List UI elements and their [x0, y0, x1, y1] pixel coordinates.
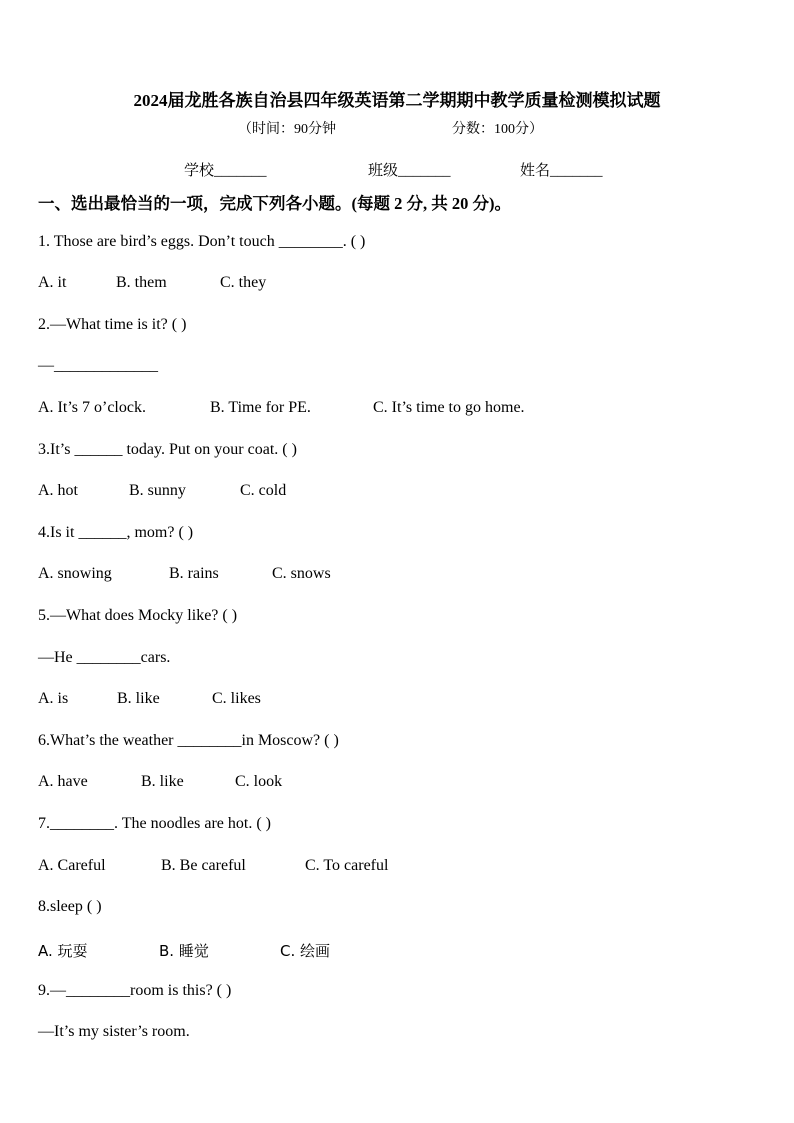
page-title: 2024届龙胜各族自治县四年级英语第二学期期中教学质量检测模拟试题: [133, 91, 661, 110]
question-5-answer-line: —He ________cars.: [38, 649, 171, 666]
question-2-stem: 2.—What time is it? ( ): [38, 316, 187, 333]
option-b: B. them: [116, 274, 167, 291]
option-b: B. like: [141, 773, 184, 790]
question-1-stem: 1. Those are bird’s eggs. Don’t touch ________. ( ): [38, 233, 366, 250]
option-c: C. 绘画: [280, 942, 331, 960]
name-field: 姓名_______: [520, 163, 603, 179]
option-b: B. 睡觉: [159, 942, 209, 960]
question-5-stem: 5.—What does Mocky like? ( ): [38, 607, 238, 624]
question-7-stem: 7.________. The noodles are hot. ( ): [38, 815, 271, 832]
option-b: B. rains: [169, 565, 219, 582]
option-a: A. snowing: [38, 565, 112, 582]
option-b: B. Be careful: [161, 857, 246, 874]
question-8-stem: 8.sleep ( ): [38, 898, 102, 915]
question-9-answer-line: —It’s my sister’s room.: [38, 1023, 190, 1040]
option-c: C. likes: [212, 690, 261, 707]
option-b: B. sunny: [129, 482, 186, 499]
option-b: B. Time for PE.: [210, 399, 311, 416]
option-a: A. Careful: [38, 857, 106, 874]
option-a: A. 玩耍: [38, 942, 88, 960]
option-a: A. have: [38, 773, 88, 790]
question-3-stem: 3.It’s ______ today. Put on your coat. ( ): [38, 441, 297, 458]
question-4-stem: 4.Is it ______, mom? ( ): [38, 524, 194, 541]
option-c: C. look: [235, 773, 283, 790]
question-9-stem: 9.—________room is this? ( ): [38, 982, 232, 999]
option-a: A. is: [38, 690, 69, 707]
school-field: 学校_______: [184, 163, 267, 179]
option-a: A. hot: [38, 482, 78, 499]
question-6-stem: 6.What’s the weather ________in Moscow? ( ): [38, 732, 339, 749]
option-c: C. It’s time to go home.: [373, 399, 525, 416]
option-a: A. it: [38, 274, 67, 291]
option-c: C. snows: [272, 565, 331, 582]
exam-time: （时间：90分钟: [238, 122, 336, 137]
exam-score: 分数：100分）: [452, 122, 543, 137]
option-b: B. like: [117, 690, 160, 707]
option-a: A. It’s 7 o’clock.: [38, 399, 146, 416]
option-c: C. they: [220, 274, 267, 291]
class-field: 班级_______: [368, 163, 451, 179]
section-heading: 一、选出最恰当的一项，完成下列各小题。(每题 2 分, 共 20 分)。: [38, 194, 511, 213]
question-2-answer-line: —_____________: [38, 357, 158, 374]
option-c: C. cold: [240, 482, 287, 499]
option-c: C. To careful: [305, 857, 389, 874]
